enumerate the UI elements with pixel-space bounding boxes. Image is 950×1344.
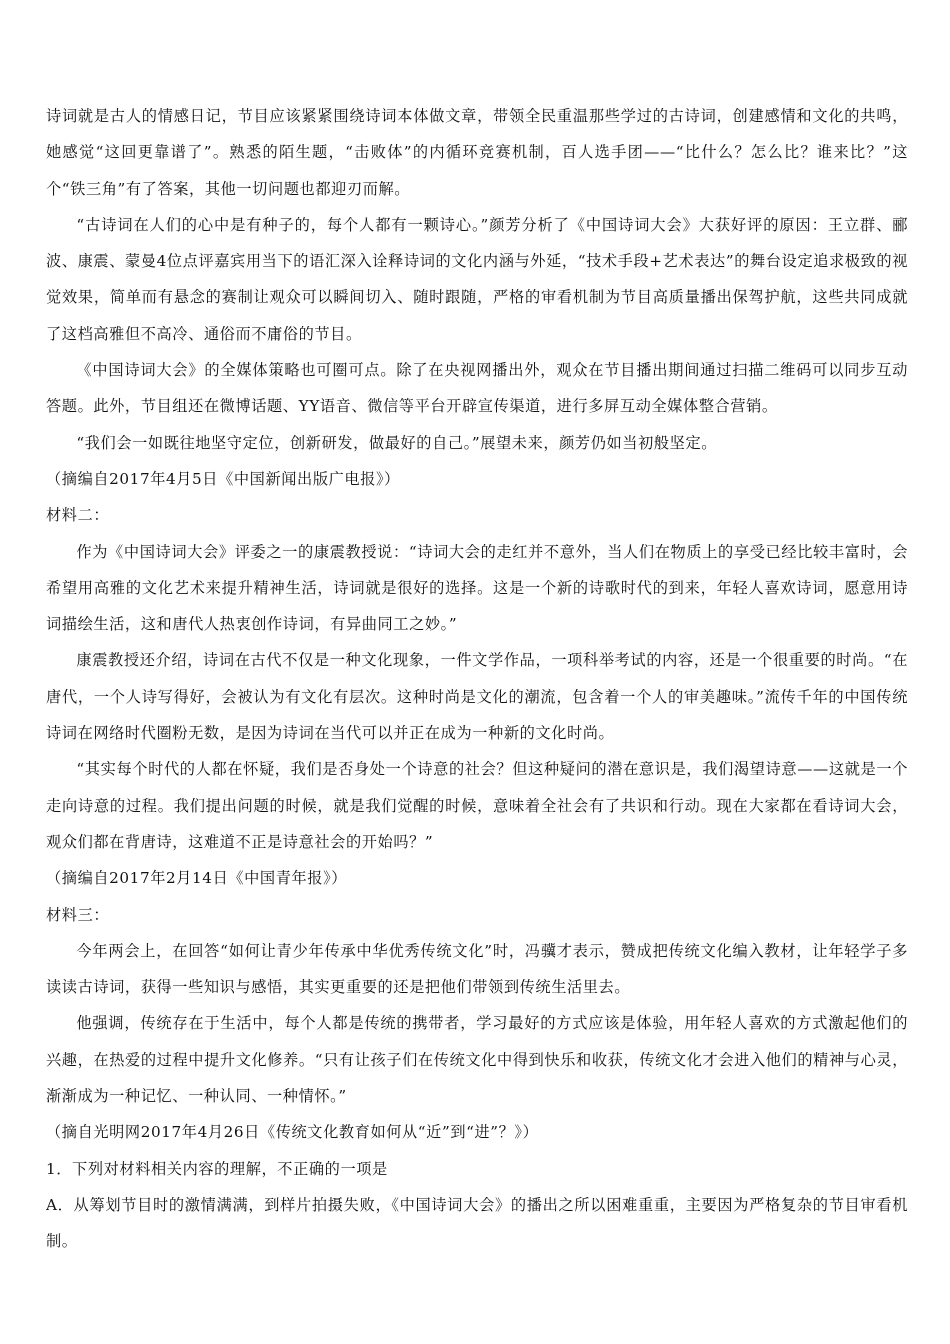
- paragraph-4: “我们会一如既往地坚守定位，创新研发，做最好的自己。”展望未来，颜芳仍如当初般坚定。: [76, 433, 718, 452]
- paragraph-7: 作为《中国诗词大会》评委之一的康震教授说：“诗词大会的走红并不意外，当人们在物质上的享受已经比较丰富时，会希望用高雅的文化艺术来提升精神生活，诗词就是很好的选择。这是一个新的诗歌时代的到来，年轻人喜欢诗词，愿意用诗词描绘生活，这和唐代人热衷创作诗词，有异曲同工之妙。”: [46, 542, 908, 634]
- question-1: 1．下列对材料相关内容的理解，不正确的一项是: [46, 1159, 388, 1178]
- source-citation-3: （摘自光明网2017年4月26日《传统文化教育如何从“近”到“进”？》）: [46, 1123, 539, 1142]
- paragraph-3: 《中国诗词大会》的全媒体策略也可圈可点。除了在央视网播出外，观众在节目播出期间通过扫描二维码可以同步互动答题。此外，节目组还在微博话题、YY语音、微信等平台开辟宣传渠道，进行多屏互动全媒体整合营销。: [46, 361, 908, 416]
- document-page: [46, 98, 908, 1260]
- material-two-label: 材料二：: [46, 506, 110, 525]
- paragraph-9: “其实每个时代的人都在怀疑，我们是否身处一个诗意的社会？但这种疑问的潜在意识是，我们渴望诗意——这就是一个走向诗意的过程。我们提出问题的时候，就是我们觉醒的时候，意味着全社会有了共识和行动。现在大家都在看诗词大会，观众们都在背唐诗，这难道不正是诗意社会的开始吗？”: [46, 760, 908, 851]
- paragraph-8: 康震教授还介绍，诗词在古代不仅是一种文化现象，一件文学作品，一项科举考试的内容，还是一个很重要的时尚。“在唐代，一个人诗写得好，会被认为有文化有层次。这种时尚是文化的潮流，包含着一个人的审美趣味。”流传千年的中国传统诗词在网络时代圈粉无数，是因为诗词在当代可以并正在成为一种新的文化时尚。: [46, 651, 908, 743]
- source-citation-1: （摘编自2017年4月5日《中国新闻出版广电报》）: [46, 469, 400, 488]
- source-citation-2: （摘编自2017年2月14日《中国青年报》）: [46, 869, 348, 888]
- material-three-label: 材料三：: [46, 905, 110, 924]
- paragraph-1: 诗词就是古人的情感日记，节目应该紧紧围绕诗词本体做文章，带领全民重温那些学过的古诗词，创建感情和文化的共鸣，她感觉“这回更靠谱了”。熟悉的陌生题，“击败体”的内循环竞赛机制，百人选手团——“比什么？怎么比？谁来比？”这个“铁三角”有了答案，其他一切问题也都迎刃而解。: [46, 107, 908, 198]
- paragraph-13: 他强调，传统存在于生活中，每个人都是传统的携带者，学习最好的方式应该是体验，用年轻人喜欢的方式激起他们的兴趣，在热爱的过程中提升文化修养。“只有让孩子们在传统文化中得到快乐和收获，传统文化才会进入他们的精神与心灵，渐渐成为一种记忆、一种认同、一种情怀。”: [46, 1014, 908, 1106]
- question-1-option-a: A．从筹划节目时的激情满满，到样片拍摄失败，《中国诗词大会》的播出之所以困难重重，主要因为严格复杂的节目审看机制。: [46, 1195, 908, 1251]
- paragraph-12: 今年两会上，在回答“如何让青少年传承中华优秀传统文化”时，冯骥才表示，赞成把传统文化编入教材，让年轻学子多读读古诗词，获得一些知识与感悟，其实更重要的还是把他们带领到传统生活里去。: [46, 941, 908, 997]
- paragraph-2: “古诗词在人们的心中是有种子的，每个人都有一颗诗心。”颜芳分析了《中国诗词大会》大获好评的原因：王立群、郦波、康震、蒙曼4位点评嘉宾用当下的语汇深入诠释诗词的文化内涵与外延，“技术手段+艺术表达”的舞台设定追求极致的视觉效果，简单而有悬念的赛制让观众可以瞬间切入、随时跟随，严格的审看机制为节目高质量播出保驾护航，这些共同成就了这档高雅但不高冷、通俗而不庸俗的节目。: [46, 215, 908, 343]
